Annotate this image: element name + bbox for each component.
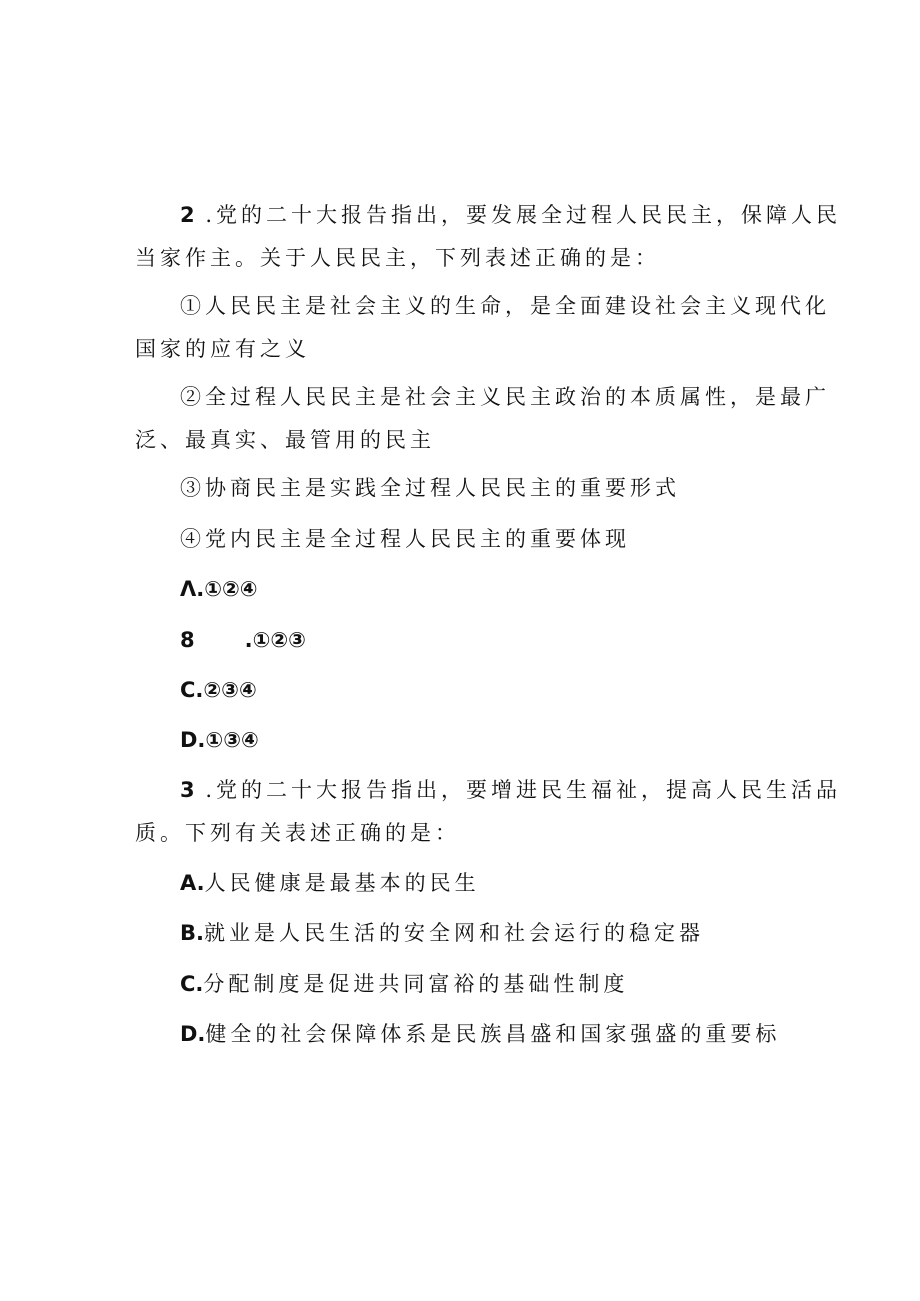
q2-item2-line1: ②全过程人民民主是社会主义民主政治的本质属性，是最广 — [180, 385, 830, 409]
q2-option-d: D.①③④ — [180, 728, 259, 752]
q3-option-c — [180, 969, 628, 999]
q3-stem-text: .党的二十大报告指出，要增进民生福祉，提高人民生活品 — [205, 778, 841, 802]
q2-stem-line1 — [180, 200, 841, 230]
q2-stem-text: .党的二十大报告指出，要发展全过程人民民主，保障人民 — [205, 203, 841, 227]
q2-item2-line2: 泛、最真实、最管用的民主 — [135, 428, 435, 452]
q2-item1-line2: 国家的应有之义 — [135, 337, 310, 361]
q3-option-a — [180, 868, 480, 898]
q2-item4: ④党内民主是全过程人民民主的重要体现 — [180, 527, 630, 551]
q3-stem-line2: 质。下列有关表述正确的是： — [135, 821, 460, 845]
q3-option-c-text: 分配制度是促进共同富裕的基础性制度 — [203, 972, 629, 996]
q3-option-d-text: 健全的社会保障体系是民族昌盛和国家强盛的重要标 — [205, 1022, 781, 1046]
q3-option-a-label: A. — [180, 871, 205, 895]
q2-option-c: C.②③④ — [180, 678, 257, 702]
q2-option-b-text: .①②③ — [244, 628, 306, 652]
q3-option-d — [180, 1019, 780, 1049]
q2-item1-line1: ①人民民主是社会主义的生命，是全面建设社会主义现代化 — [180, 294, 830, 318]
q2-item3: ③协商民主是实践全过程人民民主的重要形式 — [180, 476, 680, 500]
q3-stem-line1 — [180, 775, 841, 805]
q3-option-b-text: 就业是人民生活的安全网和社会运行的稳定器 — [203, 921, 704, 945]
q3-option-d-label: D. — [180, 1022, 206, 1046]
q2-option-b-label: 8 — [180, 628, 195, 652]
q3-option-b-label: B. — [180, 921, 204, 945]
q3-option-b — [180, 918, 704, 948]
q2-number: 2 — [180, 203, 195, 227]
q3-option-a-text: 人民健康是最基本的民生 — [204, 871, 480, 895]
q2-stem-line2: 当家作主。关于人民民主，下列表述正确的是： — [135, 246, 660, 270]
q3-option-c-label: C. — [180, 972, 204, 996]
q2-option-b — [180, 625, 306, 655]
q2-option-a: Λ.①②④ — [180, 577, 258, 601]
q3-number: 3 — [180, 778, 195, 802]
